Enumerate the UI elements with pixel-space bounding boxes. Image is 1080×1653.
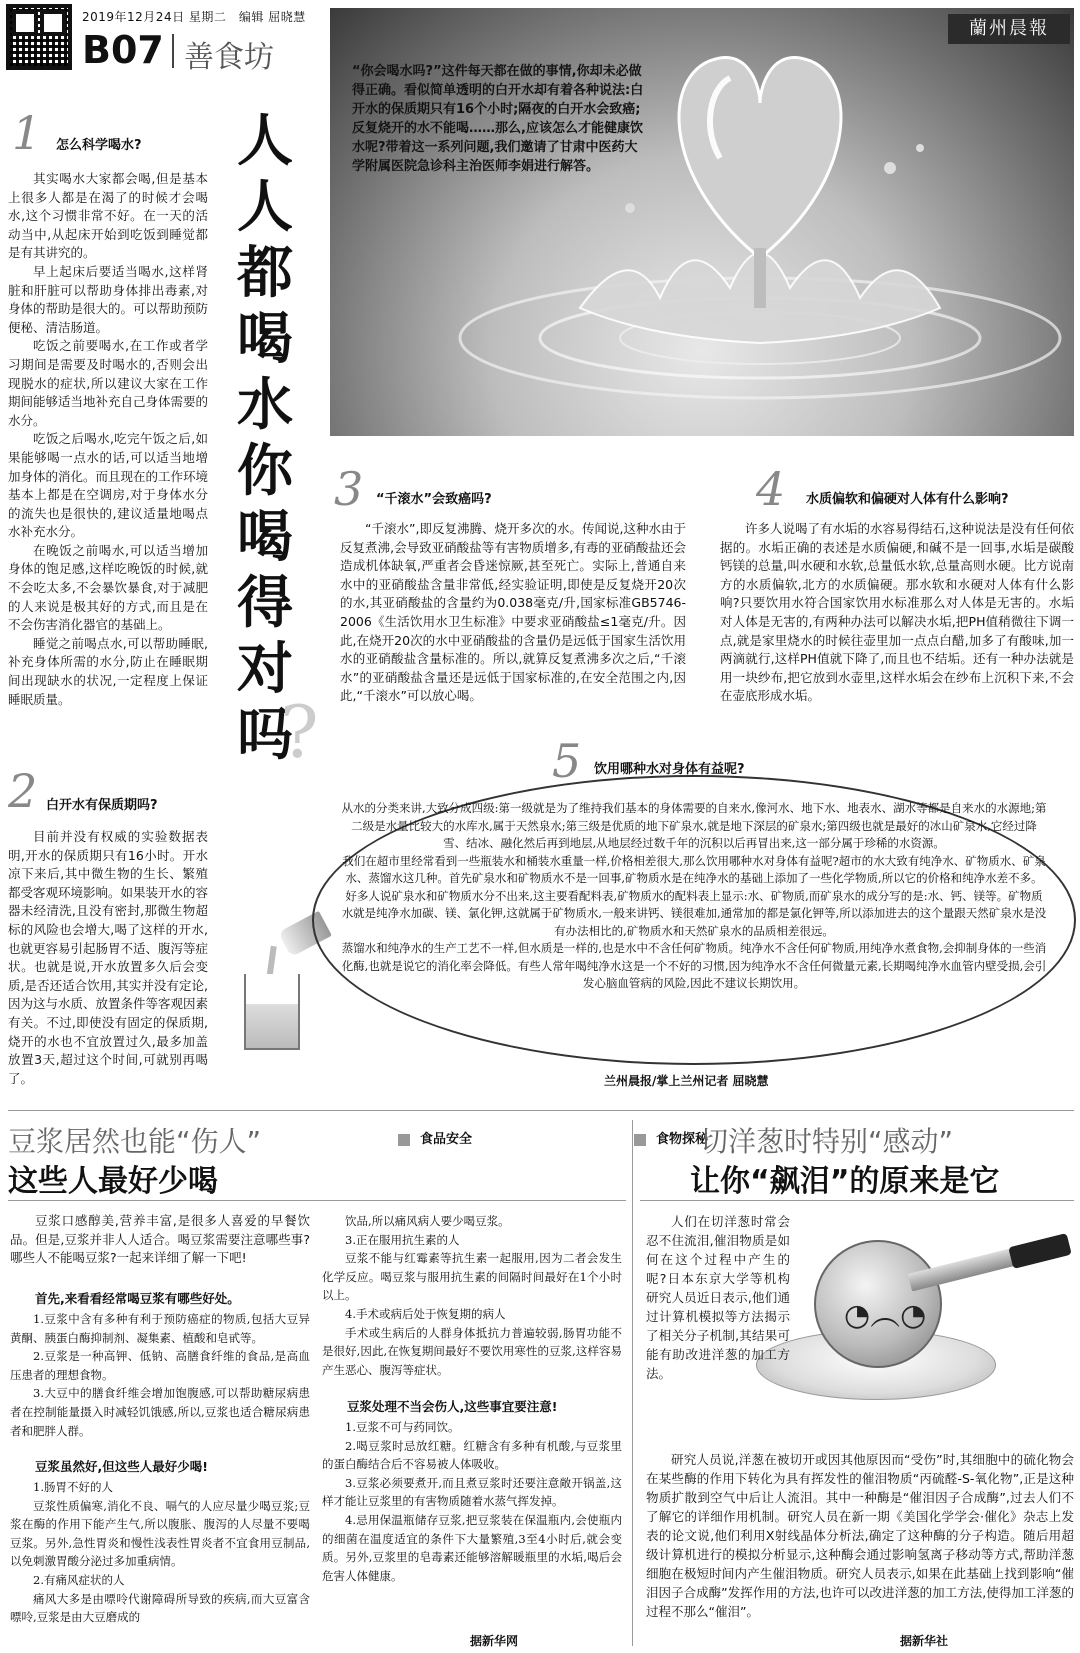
section-5-body: 从水的分类来讲,大致分成四级:第一级就是为了维持我们基本的身体需要的自来水,像河水、地下水、地表水、湖水等都是自来水的水源地;第二级是水量比较大的水库水,属于天然泉水;第三级是优质的地下矿泉水,就是地下深层的矿泉水;第四级也就是最好的冰山矿泉水,它经过降雪、结冰、融化然后再到地层,从地层经过数千年的沉积以后再冒出来,这一部分属于珍稀的水资源。 我们在超市里经常看到一些瓶装水和桶装水重量一样,价格相差很大,那么饮用哪种水对身体有益呢?超市的水大致有纯净水、矿物质水、矿泉水、蒸馏水这几种。首先矿泉水和矿物质水不是一回事,矿物质水是在纯净水的基础上添加了一些化学物质,所以它的价格和纯净水差不多。好多人说矿泉水和矿物质水分不出来,这主要看配料表,矿物质水的配料表上显示:水、矿物质,而矿泉水的成分写的是:水、钙、镁等。矿物质水就是纯净水加碳、镁、氯化钾,这就属于矿物质水,一般来讲钙、镁很难加,通常加的都是氯化钾等,所以添加进去的这个量跟天然矿泉水是没有办法相比的,矿物质水和天然矿泉水的品质相差很远。 蒸馏水和纯净水的生产工艺不一样,但水质是一样的,也是水中不含任何矿物质。纯净水不含任何矿物质,用纯净水煮食物,会抑制身体的一些消化酶,也就是说它的消化率会降低。有些人常年喝纯净水这是一个不好的习惯,因为纯净水不含任何微量元素,长期喝纯净水血管内壁受损,会引发心脑血管病的风险,因此不建议长期饮用。	[341, 801, 1047, 990]
section-1-heading: 怎么科学喝水?	[56, 138, 142, 153]
knife-handle-illustration	[1008, 1233, 1072, 1269]
onion-tag: 食物探秘	[634, 1128, 714, 1147]
section-2-number: 2	[8, 764, 38, 818]
tag-marker-icon	[634, 1134, 646, 1146]
soy-subhead-tips: 豆浆处理不当会伤人,这些事宜要注意!	[347, 1399, 558, 1414]
onion-paragraph-1: 人们在切洋葱时常会忍不住流泪,催泪物质是如何在这个过程中产生的呢?日本东京大学等机构研究人员近日表示,他们通过计算机模拟等方法揭示了相关分子机制,其结果可能有助改进洋葱的加工方法。	[646, 1214, 790, 1381]
feature-byline: 兰州晨报/掌上兰州记者 屈晓慧	[604, 1074, 769, 1088]
onion-divider	[640, 1200, 1074, 1201]
soy-subhead-benefits: 首先,来看看经常喝豆浆有哪些好处。	[35, 1291, 240, 1306]
section-3-body: “千滚水”,即反复沸腾、烧开多次的水。传闻说,这种水由于反复煮沸,会导致亚硝酸盐等有害物质增多,有毒的亚硝酸盐还会造成机体缺氧,严重者会昏迷惊厥,甚至死亡。实际上,普通自来水中的亚硝酸盐含量非常低,经实验证明,即使是反复烧开20次的水,其亚硝酸盐的含量约为0.038毫克/升,国家标准GB5746-2006《生活饮用水卫生标准》中要求亚硝酸盐≤1毫克/升。因此,在烧开20次的水中亚硝酸盐的含量仍是远低于国家生活饮用水的亚硝酸盐含量标准的。所以,就算反复煮沸多次之后,“千滚水”的亚硝酸盐含量还是远低于国家标准的,在安全范围之内,因此,“千滚水”可以放心喝。	[340, 521, 686, 704]
section-5-number: 5	[552, 734, 582, 788]
soy-tag: 食品安全	[398, 1128, 478, 1147]
crying-face-icon: ◔︵◔	[844, 1298, 927, 1333]
section-2-body: 目前并没有权威的实验数据表明,开水的保质期只有16小时。开水凉下来后,其中微生物的生长、繁殖都受客观环境影响。如果装开水的容器未经清洗,且没有密封,那微生物超标的风险也会增大,喝了这样的开水,也就更容易引起肠胃不适、腹泻等症状。也就是说,开水放置多久后会变质,是否还适合饮用,其实并没有定论,因为这与水质、放置条件等客观因素有关。不过,即使没有固定的保质期,烧开的水也不宜放置过久,最多加盖放置3天,超过这个时间,可就别再喝了。	[8, 829, 209, 1086]
section-4-heading: 水质偏软和偏硬对人体有什么影响?	[806, 492, 1009, 507]
feature-headline-part1: 人人都喝水	[237, 108, 293, 438]
soy-caution-list-b: 饮品,所以痛风病人要少喝豆浆。 3.正在服用抗生素的人 豆浆不能与红霉素等抗生素一起服用,因为二者会发生化学反应。喝豆浆与服用抗生素的间隔时间最好在1个小时以上。 4.手术或病后处于恢复期的病人 手术或生病后的人群身体抵抗力普遍较弱,肠胃功能不是很好,因此,在恢复期间最好不要饮用寒性的豆浆,这样容易产生恶心、腹泻等症状。	[322, 1214, 622, 1377]
column-separator	[632, 1120, 633, 1646]
soy-intro: 豆浆口感醇美,营养丰富,是很多人喜爱的早餐饮品。但是,豆浆并非人人适合。喝豆浆需要注意哪些事?哪些人不能喝豆浆?一起来详细了解一下吧!	[10, 1213, 310, 1266]
soy-source: 据新华网	[470, 1634, 519, 1648]
section-title: 善食坊	[184, 40, 274, 75]
section-4-number: 4	[756, 462, 786, 516]
section-3-number: 3	[334, 462, 364, 516]
soy-tips-list: 1.豆浆不可与药同饮。 2.喝豆浆时忌放红糖。红糖含有多种有机酸,与豆浆里的蛋白酶结合后不容易被人体吸收。 3.豆浆必须要煮开,而且煮豆浆时还要注意敞开锅盖,这样才能让豆浆里的有害物质随着水蒸气挥发掉。 4.忌用保温瓶储存豆浆,把豆浆装在保温瓶内,会使瓶内的细菌在温度适宜的条件下大量繁殖,3至4小时后,就会变质。另外,豆浆里的皂毒素还能够溶解暖瓶里的水垢,喝后会危害人体健康。	[322, 1420, 622, 1583]
soy-benefits-list: 1.豆浆中含有多种有利于预防癌症的物质,包括大豆异黄酮、胰蛋白酶抑制剂、凝集素、植酸和皂甙等。 2.豆浆是一种高钾、低钠、高膳食纤维的食品,是高血压患者的理想食物。 3.大豆中的膳食纤维会增加饱腹感,可以帮助糖尿病患者在控制能量摄入时减轻饥饿感,所以,豆浆也适合糖尿病患者和肥胖人群。	[10, 1312, 310, 1438]
section-1-number: 1	[12, 106, 42, 160]
section-4-body: 许多人说喝了有水垢的水容易得结石,这种说法是没有任何依据的。水垢正确的表述是水质偏硬,和碱不是一回事,水垢是碳酸钙镁的总量,叫水硬和水软,总量低水软,总量高则水硬。比方说南方的水质偏软,北方的水质偏硬。那水软和水硬对人体有什么影响?只要饮用水符合国家饮用水标准那么对人体是无害的。水垢对人体是无害的,有两种办法可以解决水垢,把PH值稍微往下调一点,就是家里烧水的时候往壶里加一点点白醋,加多了有酸味,加一两滴就行,这样PH值就下降了,而且也不结垢。还有一种办法就是用一块纱布,把它放到水壶里,这样水垢会在纱布上沉积下来,不会在壶底形成水垢。	[720, 521, 1074, 704]
section-5-heading: 饮用哪种水对身体有益呢?	[594, 762, 745, 777]
onion-headline-top: 切洋葱时特别“感动”	[700, 1125, 954, 1158]
feature-headline-part2: 你喝得对吗	[237, 438, 293, 768]
feature-intro: “你会喝水吗?”这件每天都在做的事情,你却未必做得正确。看似简单透明的白开水却有着各种说法:白开水的保质期只有16个小时;隔夜的白开水会致癌;反复烧开的水不能喝……那么,应该怎么才能健康饮水呢?带着这一系列问题,我们邀请了甘肃中医药大学附属医院急诊科主治医师李娟进行解答。	[352, 64, 644, 174]
section-1-body: 其实喝水大家都会喝,但是基本上很多人都是在渴了的时候才会喝水,这个习惯非常不好。在一天的活动当中,从起床开始到吃饭到睡觉都是有其讲究的。 早上起床后要适当喝水,这样肾脏和肝脏可以帮助身体排出毒素,对身体的帮助是很大的。可以帮助预防便秘、清洁肠道。 吃饭之前要喝水,在工作或者学习期间是需要及时喝水的,否则会出现脱水的症状,所以建议大家在工作期间能够适当地补充自己身体需要的水分。 吃饭之后喝水,吃完午饭之后,如果能够喝一点水的话,可以适当地增加身体的消化。而且现在的工作环境基本上都是在空调房,对于身体水分的流失也是很快的,建议适量地喝点水补充水分。 在晚饭之前喝水,可以适当增加身体的饱足感,这样吃晚饭的时候,就不会吃太多,不会暴饮暴食,对于减肥的人来说是极其好的方式,而且是在不会伤害消化器官的基础上。 睡觉之前喝点水,可以帮助睡眠,补充身体所需的水分,防止在睡眠期间出现缺水的状况,一定程度上保证睡眠质量。	[8, 171, 209, 707]
onion-paragraph-2: 研究人员说,洋葱在被切开或因其他原因而“受伤”时,其细胞中的硫化物会在某些酶的作用下转化为具有挥发性的催泪物质“丙硫醛-S-氧化物”,正是这种物质扩散到空气中后让人流泪。其中一种酶是“催泪因子合成酶”,过去人们不了解它的详细作用机制。研究人员在新一期《美国化学学会·催化》杂志上发表的论文说,他们利用X射线晶体分析法,确定了这种酶的分子构造。随后用超级计算机进行的模拟分析显示,这种酶会通过影响氢离子移动等方式,帮助洋葱细胞在极短时间内产生催泪物质。研究人员表示,如果在此基础上找到影响“催泪因子合成酶”发挥作用的方法,也许可以改进洋葱的加工方法,使得加工洋葱的过程不那么“催泪”。	[646, 1452, 1074, 1619]
section-2-heading: 白开水有保质期吗?	[46, 798, 158, 813]
soy-headline-main: 这些人最好少喝	[8, 1164, 218, 1199]
water-glass-illustration	[244, 974, 300, 1050]
question-mark-graphic: ?	[280, 690, 319, 774]
section-divider	[8, 1110, 1074, 1111]
section-3-heading: “千滚水”会致癌吗?	[376, 492, 492, 507]
soy-caution-list-a: 1.肠胃不好的人 豆浆性质偏寒,消化不良、嗝气的人应尽量少喝豆浆;豆浆在酶的作用下能产生气,所以腹胀、腹泻的人尽量不要喝豆浆。另外,急性胃炎和慢性浅表性胃炎者不宜食用豆制品,以免刺激胃酸分泌过多加重病情。 2.有痛风症状的人 痛风大多是由嘌呤代谢障碍所导致的疾病,而大豆富含嘌呤,豆浆是由大豆磨成的	[10, 1480, 310, 1625]
qr-code[interactable]	[6, 4, 72, 70]
newspaper-masthead: 蘭州晨報	[948, 14, 1070, 44]
soy-divider	[8, 1200, 626, 1201]
soy-subhead-caution: 豆浆虽然好,但这些人最好少喝!	[35, 1459, 208, 1474]
soy-headline-top: 豆浆居然也能“伤人”	[8, 1125, 262, 1158]
page-number: B07	[82, 28, 164, 72]
issue-date: 2019年12月24日 星期二 编辑 屈晓慧	[82, 10, 306, 24]
onion-source: 据新华社	[900, 1634, 949, 1648]
onion-headline-main: 让你“飙泪”的原来是它	[690, 1164, 1000, 1199]
tag-marker-icon	[398, 1134, 410, 1146]
page-separator	[172, 34, 174, 68]
